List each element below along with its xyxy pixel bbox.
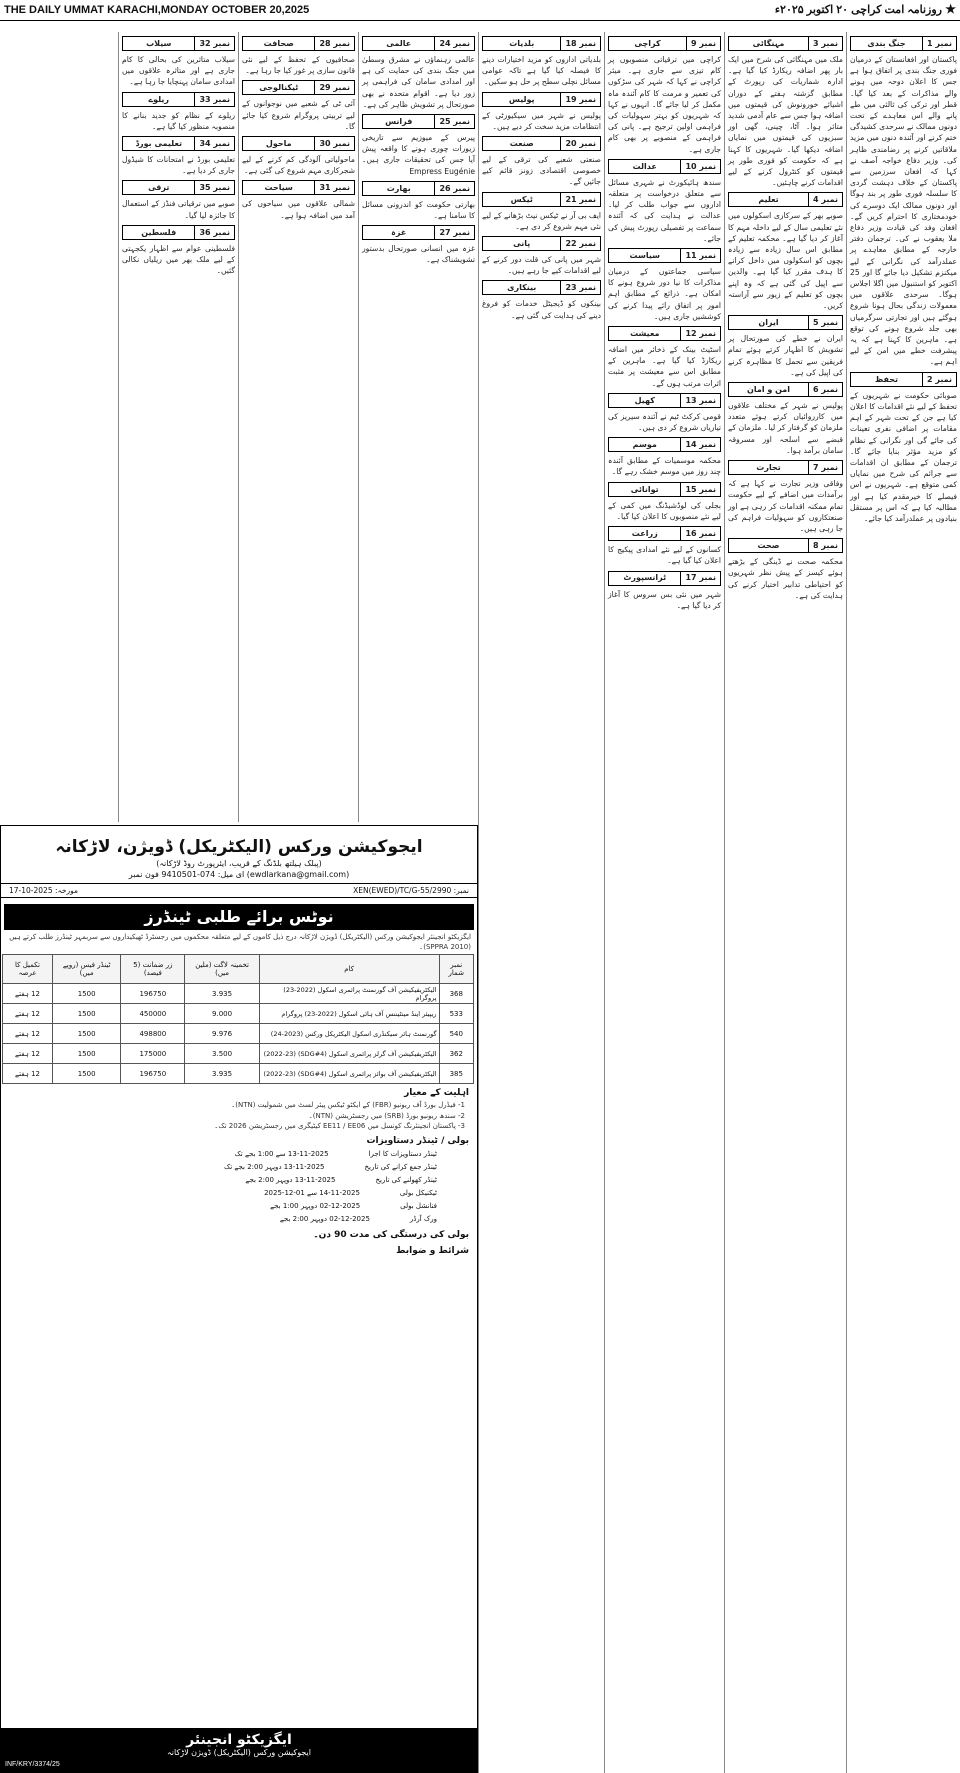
section-heading bbox=[608, 248, 721, 263]
section-body: صنعتی شعبے کی ترقی کے لیے خصوصی اقتصادی زونز قائم کیے جائیں گے۔ bbox=[482, 155, 601, 187]
section-number: نمبر 20 bbox=[560, 137, 600, 150]
section-number: نمبر 19 bbox=[560, 93, 600, 106]
section-body: پاکستان اور افغانستان کے درمیان فوری جنگ بندی پر اتفاق ہوا ہے جس کا اعلان دوحہ میں ہونے والے مذاکرات کے بعد کیا گیا۔ قطر اور ترکی کی ثالثی میں طے پانے والے اس معاہدے کے تحت دونوں ممالک نے سرحدی کشیدگی ختم کرنے اور آئندہ دنوں میں مزید ملاقاتیں کرنے پر رضامندی ظاہر کی۔ وزیر دفاع خواجہ آصف نے کہا کہ افغان سرزمین سے پاکستان کے خلاف دہشت گردی کا سلسلہ فوری طور پر بند ہوگا اور دونوں ممالک ایک دوسرے کی خودمختاری کا احترام کریں گے۔ افغان وفد کی قیادت وزیر دفاع ملا یعقوب نے کی۔ ترجمان دفتر خارجہ کے مطابق معاہدے پر عملدرآمد کی نگرانی کے لیے میکنزم تشکیل دیا جائے گا اور 25 اکتوبر کو استنبول میں اگلا اجلاس ہوگا۔ سرحدی علاقوں میں معمولات زندگی بحال ہونا شروع ہوگئے ہیں اور تجارتی سرگرمیاں بھی جلد شروع ہونے کی توقع ہے۔ ماہرین کا کہنا ہے کہ یہ پیشرفت خطے میں امن کے لیے اہم ہے۔ bbox=[850, 55, 957, 367]
section-body: سیلاب متاثرین کی بحالی کا کام جاری ہے اور متاثرہ علاقوں میں امدادی سامان پہنچایا جا رہا ہے۔ bbox=[122, 55, 235, 87]
table-cell: 362 bbox=[439, 1044, 473, 1064]
table-cell: 533 bbox=[439, 1004, 473, 1024]
section-body: ماحولیاتی آلودگی کم کرنے کے لیے شجرکاری مہم شروع کی گئی ہے۔ bbox=[242, 155, 355, 176]
section-body: شہر میں نئی بس سروس کا آغاز کر دیا گیا ہے۔ bbox=[608, 589, 721, 610]
section-title: فلسطین bbox=[123, 226, 194, 239]
section-body: کسانوں کے لیے نئے امدادی پیکیج کا اعلان کیا گیا ہے۔ bbox=[608, 545, 721, 566]
section-title: پانی bbox=[483, 237, 560, 250]
masthead bbox=[0, 0, 960, 21]
section-number: نمبر 22 bbox=[560, 237, 600, 250]
table-row bbox=[3, 984, 474, 1004]
schedule-label: ورک آرڈر bbox=[409, 1214, 437, 1223]
section-body: بجلی کی لوڈشیڈنگ میں کمی کے لیے نئے منصوبوں کا اعلان کیا گیا۔ bbox=[608, 500, 721, 521]
table-cell: الیکٹریفیکیشن آف گرلز پرائمری اسکول (SDG#4) (2022-23) bbox=[259, 1044, 439, 1064]
section-body: پولیس نے شہر میں سیکیورٹی کے انتظامات مزید سخت کر دیے ہیں۔ bbox=[482, 110, 601, 131]
tender-table bbox=[2, 954, 474, 1084]
criteria-item: 3- پاکستان انجینئرنگ کونسل میں EE11 / EE06 کیٹیگری میں رجسٹریشن 2026 تک۔ bbox=[214, 1122, 465, 1130]
table-header: نمبر شمار bbox=[439, 955, 473, 984]
schedule-row bbox=[1, 1200, 437, 1213]
section-body: شمالی علاقوں میں سیاحوں کی آمد میں اضافہ ہوا ہے۔ bbox=[242, 199, 355, 220]
section-heading bbox=[482, 192, 601, 207]
section-heading bbox=[242, 180, 355, 195]
section-number: نمبر 8 bbox=[808, 539, 842, 552]
section-heading bbox=[728, 382, 843, 397]
section-number: نمبر 16 bbox=[680, 527, 720, 540]
section-heading bbox=[608, 437, 721, 452]
schedule-value: 02-12-2025 دوپہر 1:00 بجے bbox=[270, 1201, 361, 1210]
section-number: نمبر 2 bbox=[922, 373, 956, 386]
section-title: بینکاری bbox=[483, 281, 560, 294]
section-title: ایران bbox=[729, 316, 808, 329]
section-heading bbox=[608, 526, 721, 541]
section-title: غزہ bbox=[363, 226, 434, 239]
section-title: سیاست bbox=[609, 249, 680, 262]
section-title: ٹیکس bbox=[483, 193, 560, 206]
section-body: ایران نے خطے کی صورتحال پر تشویش کا اظہار کرتے ہوئے تمام فریقین سے تحمل کا مظاہرہ کرنے کی اپیل کی ہے۔ bbox=[728, 334, 843, 377]
section-number: نمبر 3 bbox=[808, 37, 842, 50]
table-header: تخمینہ لاگت (ملین میں) bbox=[185, 955, 259, 984]
ad-reference-line bbox=[1, 883, 477, 898]
table-cell: 196750 bbox=[121, 1064, 185, 1084]
table-cell: 9.976 bbox=[185, 1024, 259, 1044]
section-body: تعلیمی بورڈ نے امتحانات کا شیڈول جاری کر دیا ہے۔ bbox=[122, 155, 235, 176]
section-heading bbox=[608, 482, 721, 497]
news-column bbox=[478, 32, 604, 1773]
table-header: تکمیل کا عرصہ bbox=[3, 955, 53, 984]
section-number: نمبر 1 bbox=[922, 37, 956, 50]
section-heading bbox=[608, 571, 721, 586]
section-title: امن و امان bbox=[729, 383, 808, 396]
section-number: نمبر 5 bbox=[808, 316, 842, 329]
section-heading bbox=[242, 136, 355, 151]
table-cell: 3.500 bbox=[185, 1044, 259, 1064]
section-title: زراعت bbox=[609, 527, 680, 540]
section-number: نمبر 29 bbox=[314, 81, 354, 94]
section-title: معیشت bbox=[609, 327, 680, 340]
section-title: صنعت bbox=[483, 137, 560, 150]
table-cell: 12 ہفتے bbox=[3, 1064, 53, 1084]
section-heading bbox=[482, 280, 601, 295]
validity: بولی کی درستگی کی مدت 90 دن۔ bbox=[313, 1229, 469, 1240]
star-icon: ★ bbox=[945, 2, 956, 16]
schedule-value: 13-11-2025 دوپہر 2:00 بجے تک bbox=[223, 1162, 325, 1171]
section-body: صحافیوں کے تحفظ کے لیے نئی قانون سازی پر غور کیا جا رہا ہے۔ bbox=[242, 55, 355, 76]
schedule-label: ٹینڈر دستاویزات کا اجرا bbox=[368, 1149, 437, 1158]
table-header: ٹینڈر فیس (روپے میں) bbox=[53, 955, 121, 984]
table-cell: الیکٹریفیکیشن آف گورنمنٹ پرائمری اسکول (2022-23) پروگرام bbox=[259, 984, 439, 1004]
section-title: جنگ بندی bbox=[851, 37, 922, 50]
section-title: تعلیم bbox=[729, 193, 808, 206]
section-body: بلدیاتی اداروں کو مزید اختیارات دینے کا فیصلہ کیا گیا ہے تاکہ عوامی مسائل نچلی سطح پر حل ہو سکیں۔ bbox=[482, 55, 601, 87]
section-heading bbox=[362, 114, 475, 129]
section-number: نمبر 4 bbox=[808, 193, 842, 206]
schedule-row bbox=[1, 1148, 437, 1161]
section-heading bbox=[122, 225, 235, 240]
ad-ref-number: XEN(EWED)/TC/G-55/2990 :نمبر bbox=[353, 886, 469, 895]
section-heading bbox=[728, 538, 843, 553]
section-number: نمبر 12 bbox=[680, 327, 720, 340]
section-number: نمبر 28 bbox=[314, 37, 354, 50]
section-number: نمبر 18 bbox=[560, 37, 600, 50]
section-heading bbox=[850, 372, 957, 387]
section-title: پولیس bbox=[483, 93, 560, 106]
section-title: ترقی bbox=[123, 181, 194, 194]
section-body: ملک میں مہنگائی کی شرح میں ایک بار پھر اضافہ ریکارڈ کیا گیا ہے۔ ادارہ شماریات کی رپورٹ کے مطابق گزشتہ ہفتے کے دوران اشیائے خورونوش کی قیمتوں میں اضافہ ہوا جس سے عام آدمی شدید متاثر ہوا۔ آٹا، چینی، گھی اور سبزیوں کی قیمتوں میں نمایاں اضافہ دیکھا گیا۔ شہریوں کا کہنا ہے کہ حکومت کو فوری طور پر قیمتوں کو کنٹرول کرنے کے لیے اقدامات کرنے چاہئیں۔ bbox=[728, 55, 843, 188]
table-cell: 3.935 bbox=[185, 984, 259, 1004]
section-title: موسم bbox=[609, 438, 680, 451]
schedule-value: 02-12-2025 دوپہر 2:00 بجے bbox=[279, 1214, 370, 1223]
table-cell: 12 ہفتے bbox=[3, 984, 53, 1004]
section-heading bbox=[482, 36, 601, 51]
section-title: صحت bbox=[729, 539, 808, 552]
section-number: نمبر 17 bbox=[680, 572, 720, 585]
table-row bbox=[3, 1044, 474, 1064]
section-title: تجارت bbox=[729, 461, 808, 474]
section-number: نمبر 24 bbox=[434, 37, 474, 50]
section-heading bbox=[728, 36, 843, 51]
section-body: پیرس کے میوزیم سے تاریخی زیورات چوری ہونے کا واقعہ پیش آیا جس کی تحقیقات جاری ہیں۔ Empress Eugénie bbox=[362, 133, 475, 176]
section-title: توانائی bbox=[609, 483, 680, 496]
masthead-english: THE DAILY UMMAT KARACHI,MONDAY OCTOBER 20,2025 bbox=[4, 4, 310, 16]
section-body: غزہ میں انسانی صورتحال بدستور تشویشناک ہے۔ bbox=[362, 244, 475, 265]
section-number: نمبر 26 bbox=[434, 182, 474, 195]
section-title: عالمی bbox=[363, 37, 434, 50]
table-cell: 498800 bbox=[121, 1024, 185, 1044]
schedule-row bbox=[1, 1213, 437, 1226]
section-heading bbox=[362, 36, 475, 51]
section-heading bbox=[362, 225, 475, 240]
table-header: کام bbox=[259, 955, 439, 984]
criteria-title: اہلیت کے معیار bbox=[404, 1088, 469, 1098]
table-cell: 12 ہفتے bbox=[3, 1004, 53, 1024]
section-number: نمبر 30 bbox=[314, 137, 354, 150]
section-title: تعلیمی بورڈ bbox=[123, 137, 194, 150]
table-cell: 196750 bbox=[121, 984, 185, 1004]
table-cell: 1500 bbox=[53, 1004, 121, 1024]
section-title: ماحول bbox=[243, 137, 314, 150]
signature-title: ایگزیکٹو انجینئر bbox=[186, 1732, 292, 1748]
section-title: بھارت bbox=[363, 182, 434, 195]
criteria-item: 2- سندھ ریونیو بورڈ (SRB) میں رجسٹریشن (NTN)۔ bbox=[308, 1111, 465, 1120]
section-body: سیاسی جماعتوں کے درمیان مذاکرات کا نیا دور شروع ہونے کا امکان ہے۔ ذرائع کے مطابق اہم امور پر اتفاق رائے پیدا کرنے کی کوششیں جاری ہیں۔ bbox=[608, 267, 721, 321]
section-number: نمبر 10 bbox=[680, 160, 720, 173]
schedule-value: 13-11-2025 دوپہر 2:00 بجے bbox=[245, 1175, 336, 1184]
ad-date: 17-10-2025 :مورخہ bbox=[9, 886, 79, 895]
table-cell: گورنمنٹ ہائر سیکنڈری اسکول الیکٹریکل ورکس (2023-24) bbox=[259, 1024, 439, 1044]
ad-code: INF/KRY/3374/25 bbox=[5, 1761, 60, 1768]
schedule-label: فنانشل بولی bbox=[400, 1201, 437, 1210]
section-title: ٹرانسپورٹ bbox=[609, 572, 680, 585]
section-title: تحفظ bbox=[851, 373, 922, 386]
news-column bbox=[604, 32, 724, 1773]
section-heading bbox=[122, 36, 235, 51]
section-heading bbox=[608, 36, 721, 51]
schedule-label: ٹینڈر جمع کرانے کی تاریخ bbox=[364, 1162, 437, 1171]
section-heading bbox=[362, 181, 475, 196]
schedule-row bbox=[1, 1187, 437, 1200]
section-heading bbox=[122, 180, 235, 195]
ad-title: ایجوکیشن ورکس (الیکٹریکل) ڈویژن، لاڑکانہ bbox=[55, 837, 423, 857]
section-heading bbox=[482, 236, 601, 251]
section-number: نمبر 34 bbox=[194, 137, 234, 150]
section-heading bbox=[850, 36, 957, 51]
section-title: ٹیکنالوجی bbox=[243, 81, 314, 94]
section-heading bbox=[728, 192, 843, 207]
section-number: نمبر 11 bbox=[680, 249, 720, 262]
section-heading bbox=[608, 159, 721, 174]
section-number: نمبر 9 bbox=[686, 37, 720, 50]
section-body: شہر میں پانی کی قلت دور کرنے کے لیے اقدامات کیے جا رہے ہیں۔ bbox=[482, 255, 601, 276]
section-heading bbox=[728, 315, 843, 330]
table-cell: 1500 bbox=[53, 1044, 121, 1064]
section-number: نمبر 14 bbox=[680, 438, 720, 451]
docs-title: بولی / ٹینڈر دستاویزات bbox=[366, 1135, 469, 1146]
section-number: نمبر 27 bbox=[434, 226, 474, 239]
section-title: مہنگائی bbox=[729, 37, 808, 50]
section-body: ریلوے کے نظام کو جدید بنانے کا منصوبہ منظور کیا گیا ہے۔ bbox=[122, 110, 235, 131]
section-number: نمبر 31 bbox=[314, 181, 354, 194]
section-title: صحافت bbox=[243, 37, 314, 50]
section-heading bbox=[482, 92, 601, 107]
section-body: بینکوں کو ڈیجیٹل خدمات کو فروغ دینے کی ہدایت کی گئی ہے۔ bbox=[482, 299, 601, 320]
table-cell: 3.935 bbox=[185, 1064, 259, 1084]
masthead-urdu: روزنامہ امت کراچی ۲۰ اکتوبر ۲۰۲۵ء bbox=[774, 4, 942, 16]
section-title: فرانس bbox=[363, 115, 434, 128]
section-number: نمبر 35 bbox=[194, 181, 234, 194]
signature-sub: ایجوکیشن ورکس (الیکٹریکل) ڈویژن لاڑکانہ bbox=[167, 1748, 311, 1757]
section-heading bbox=[608, 326, 721, 341]
ad-banner: نوٹس برائے طلبی ٹینڈرز bbox=[4, 904, 474, 930]
section-heading bbox=[482, 136, 601, 151]
table-row bbox=[3, 1064, 474, 1084]
schedule-row bbox=[1, 1161, 437, 1174]
section-body: پولیس نے شہر کے مختلف علاقوں میں کارروائیاں کرتے ہوئے متعدد ملزمان کو گرفتار کر لیا۔ ملزمان کے قبضے سے اسلحہ اور مسروقہ سامان برآمد ہوا۔ bbox=[728, 401, 843, 455]
section-number: نمبر 32 bbox=[194, 37, 234, 50]
section-body: قومی کرکٹ ٹیم نے آئندہ سیریز کی تیاریاں شروع کر دی ہیں۔ bbox=[608, 411, 721, 433]
section-number: نمبر 7 bbox=[808, 461, 842, 474]
section-body: محکمہ صحت نے ڈینگی کے بڑھتے ہوئے کیسز کے پیش نظر شہریوں کو احتیاطی تدابیر اختیار کرنے کی ہدایت کی ہے۔ bbox=[728, 557, 843, 600]
section-number: نمبر 23 bbox=[560, 281, 600, 294]
terms-title: شرائط و ضوابط bbox=[396, 1245, 469, 1256]
ad-subtitle: (پبلک ہیلتھ بلڈنگ کے قریب، ایئرپورٹ روڈ لاڑکانہ) bbox=[156, 859, 322, 868]
criteria-item: 1- فیڈرل بورڈ آف ریونیو (FBR) کے ایکٹو ٹیکس پیئر لسٹ میں شمولیت (NTN)۔ bbox=[231, 1101, 465, 1109]
ad-contact: (ewdlarkana@gmail.com) ای میل: 074-9410501 فون نمبر bbox=[128, 870, 350, 879]
schedule-label: ٹیکنیکل بولی bbox=[399, 1188, 437, 1197]
schedule-value: 13-11-2025 سے 1:00 بجے تک bbox=[234, 1149, 329, 1158]
section-body: فلسطینی عوام سے اظہار یکجہتی کے لیے ملک بھر میں ریلیاں نکالی گئیں۔ bbox=[122, 243, 235, 276]
table-cell: 368 bbox=[439, 984, 473, 1004]
section-heading bbox=[608, 393, 721, 408]
table-cell: 12 ہفتے bbox=[3, 1024, 53, 1044]
section-body: بھارتی حکومت کو اندرونی مسائل کا سامنا ہے۔ bbox=[362, 199, 475, 221]
schedule-label: ٹینڈر کھولنے کی تاریخ bbox=[375, 1175, 437, 1184]
signature-block bbox=[1, 1728, 477, 1772]
news-column bbox=[118, 32, 238, 822]
section-heading bbox=[122, 92, 235, 107]
table-cell: 1500 bbox=[53, 1064, 121, 1084]
section-number: نمبر 33 bbox=[194, 93, 234, 106]
section-body: کراچی میں ترقیاتی منصوبوں پر کام تیزی سے جاری ہے۔ میئر کراچی نے کہا کہ شہر کی سڑکوں کی تعمیر و مرمت کا کام آئندہ ماہ مکمل کر لیا جائے گا۔ انہوں نے کہا کہ شہریوں کو بہتر سہولیات کی فراہمی اولین ترجیح ہے۔ پانی کی فراہمی کے منصوبے پر بھی کام جاری ہے۔ bbox=[608, 55, 721, 154]
news-column bbox=[238, 32, 358, 822]
news-column bbox=[846, 32, 960, 1773]
section-title: بلدیات bbox=[483, 37, 560, 50]
table-cell: الیکٹریفیکیشن آف بوائز پرائمری اسکول (SDG#4) (2022-23) bbox=[259, 1064, 439, 1084]
section-number: نمبر 6 bbox=[808, 383, 842, 396]
table-cell: 175000 bbox=[121, 1044, 185, 1064]
section-heading bbox=[122, 136, 235, 151]
section-heading bbox=[242, 36, 355, 51]
table-cell: 385 bbox=[439, 1064, 473, 1084]
section-title: ریلوے bbox=[123, 93, 194, 106]
news-column bbox=[358, 32, 478, 822]
table-header: زر ضمانت (5 فیصد) bbox=[121, 955, 185, 984]
table-cell: 12 ہفتے bbox=[3, 1044, 53, 1064]
news-column bbox=[724, 32, 846, 1773]
section-heading bbox=[728, 460, 843, 475]
section-number: نمبر 36 bbox=[194, 226, 234, 239]
section-body: صوبے بھر کے سرکاری اسکولوں میں نئے تعلیمی سال کے لیے داخلہ مہم کا آغاز کر دیا گیا ہے۔ محکمہ تعلیم کے مطابق اس سال زیادہ سے زیادہ بچوں کو اسکولوں میں داخل کرانے کا ہدف مقرر کیا گیا ہے۔ والدین سے اپیل کی گئی ہے کہ وہ اپنے بچوں کو تعلیم کے زیور سے آراستہ کریں۔ bbox=[727, 211, 843, 311]
table-cell: 1500 bbox=[53, 1024, 121, 1044]
section-body: آئی ٹی کے شعبے میں نوجوانوں کے لیے تربیتی پروگرام شروع کیا جائے گا۔ bbox=[242, 99, 355, 131]
section-number: نمبر 13 bbox=[680, 394, 720, 407]
schedule-value: 14-11-2025 سے 01-12-2025 bbox=[264, 1188, 360, 1197]
section-body: عالمی رہنماؤں نے مشرق وسطیٰ میں جنگ بندی کی حمایت کی ہے اور امدادی سامان کی فراہمی پر زور دیا ہے۔ اقوام متحدہ نے بھی صورتحال پر تشویش ظاہر کی ہے۔ bbox=[362, 55, 475, 109]
section-number: نمبر 21 bbox=[560, 193, 600, 206]
table-cell: 9.000 bbox=[185, 1004, 259, 1024]
section-body: ایف بی آر نے ٹیکس نیٹ بڑھانے کے لیے نئی مہم شروع کر دی ہے۔ bbox=[482, 210, 601, 231]
table-row bbox=[3, 1004, 474, 1024]
section-number: نمبر 25 bbox=[434, 115, 474, 128]
ad-intro: ایگزیکٹو انجینئر ایجوکیشن ورکس (الیکٹریکل) ڈویژن لاڑکانہ درج ذیل کاموں کے لیے متعلقہ محکموں میں رجسٹرڈ ٹھیکیداروں سے سربمہر ٹینڈرز طلب کرتے ہیں (SPPRA 2010)۔ bbox=[9, 933, 471, 951]
table-cell: ریپیئر اینڈ مینٹیننس آف ہائی اسکول (2022-23) پروگرام bbox=[259, 1004, 439, 1024]
schedule-row bbox=[1, 1174, 437, 1187]
section-body: صوبائی حکومت نے شہریوں کے تحفظ کے لیے نئے اقدامات کا اعلان کیا ہے جن کے تحت شہر کے اہم مقامات پر اضافی نفری تعینات کی جائے گی اور نگرانی کے نظام کو مزید مؤثر بنایا جائے گا۔ ترجمان کے مطابق ان اقدامات سے جرائم کی شرح میں نمایاں کمی متوقع ہے۔ شہریوں نے اس فیصلے کا خیرمقدم کیا ہے اور مطالبہ کیا ہے کہ اس پر مستقل بنیادوں پر عملدرآمد کیا جائے۔ bbox=[850, 390, 957, 523]
table-cell: 450000 bbox=[121, 1004, 185, 1024]
section-title: کراچی bbox=[609, 37, 686, 50]
section-number: نمبر 15 bbox=[680, 483, 720, 496]
table-cell: 540 bbox=[439, 1024, 473, 1044]
section-title: سیاحت bbox=[243, 181, 314, 194]
section-heading bbox=[242, 80, 355, 95]
section-body: اسٹیٹ بینک کے ذخائر میں اضافہ ریکارڈ کیا گیا ہے۔ ماہرین کے مطابق اس سے معیشت پر مثبت اثرات مرتب ہوں گے۔ bbox=[608, 345, 721, 388]
section-title: عدالت bbox=[609, 160, 680, 173]
section-body: سندھ ہائیکورٹ نے شہری مسائل سے متعلق درخواست پر متعلقہ اداروں سے جواب طلب کر لیا۔ عدالت نے ہدایت کی کہ آئندہ سماعت پر تفصیلی رپورٹ پیش کی جائے۔ bbox=[608, 177, 721, 243]
section-body: محکمہ موسمیات کے مطابق آئندہ چند روز میں موسم خشک رہے گا۔ bbox=[608, 456, 721, 477]
table-row bbox=[3, 1024, 474, 1044]
table-cell: 1500 bbox=[53, 984, 121, 1004]
section-title: سیلاب bbox=[123, 37, 194, 50]
section-body: صوبے میں ترقیاتی فنڈز کے استعمال کا جائزہ لیا گیا۔ bbox=[122, 199, 235, 220]
section-body: وفاقی وزیر تجارت نے کہا ہے کہ برآمدات میں اضافے کے لیے حکومت تمام ممکنہ اقدامات کر رہی ہے اور صنعتکاروں کو سہولیات فراہم کی جا رہی ہیں۔ bbox=[728, 479, 843, 533]
tender-advertisement bbox=[0, 825, 478, 1773]
section-title: کھیل bbox=[609, 394, 680, 407]
